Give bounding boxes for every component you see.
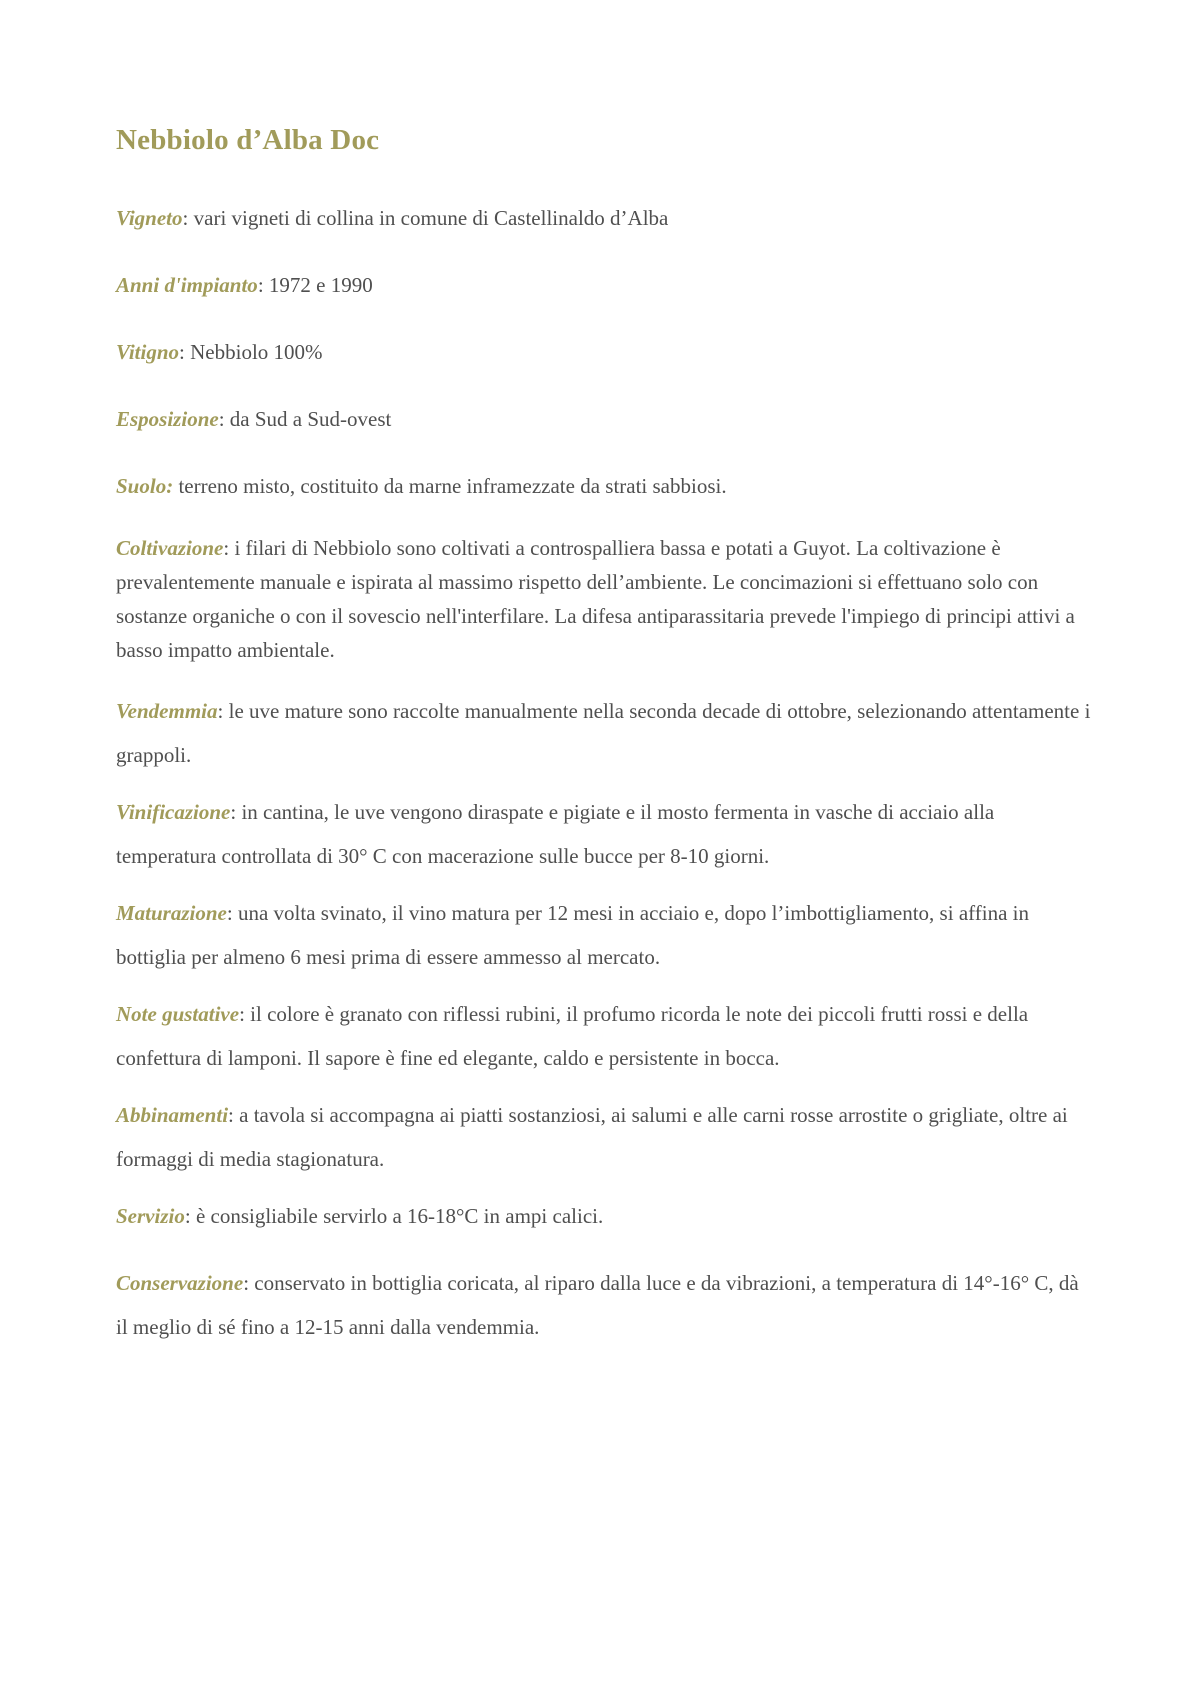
field-separator: : [184, 1204, 191, 1228]
field-separator: : [243, 1271, 250, 1295]
field-label: Esposizione [116, 407, 219, 431]
field-separator: : [230, 800, 237, 824]
field-label: Abbinamenti [116, 1103, 229, 1127]
field-label: Conservazione [116, 1271, 244, 1295]
field-servizio [116, 1194, 1091, 1238]
field-suolo [116, 464, 1091, 508]
field-value: è consigliabile servirlo a 16-18°C in ampi calici. [190, 1204, 604, 1228]
field-abbinamenti [116, 1093, 1091, 1181]
field-label: Anni d'impianto [116, 273, 258, 297]
field-maturazione [116, 891, 1091, 979]
field-label: Maturazione [116, 901, 227, 925]
field-value: da Sud a Sud-ovest [224, 407, 392, 431]
field-coltivazione [116, 531, 1091, 667]
field-separator: : [179, 340, 185, 364]
field-label: Vinificazione [116, 800, 231, 824]
field-value: il colore è granato con riflessi rubini, il profumo ricorda le note dei piccoli frutti rossi e della confettura di lamponi. Il sapore è fine ed elegante, caldo e persistente in bocca. [116, 1002, 1029, 1070]
field-label: Servizio [116, 1204, 185, 1228]
document-page [116, 118, 1091, 1362]
field-value: una volta svinato, il vino matura per 12 mesi in acciaio e, dopo l’imbottigliamento, si affina in bottiglia per almeno 6 mesi prima di essere ammesso al mercato. [116, 901, 1029, 969]
field-separator: : [257, 273, 264, 297]
field-conservazione [116, 1261, 1091, 1349]
field-separator: : [218, 407, 225, 431]
field-separator: : [182, 206, 189, 230]
field-label: Coltivazione [116, 536, 224, 560]
field-value: le uve mature sono raccolte manualmente nella seconda decade di ottobre, selezionando attentamente i grappoli. [116, 699, 1091, 767]
field-label: Vendemmia [116, 699, 218, 723]
field-value: a tavola si accompagna ai piatti sostanziosi, ai salumi e alle carni rosse arrostite o grigliate, oltre ai formaggi di media stagionatura. [116, 1103, 1068, 1171]
field-label: Vitigno [116, 340, 180, 364]
field-separator: : [228, 1103, 234, 1127]
field-vendemmia [116, 689, 1091, 777]
field-label: Note gustative [116, 1002, 240, 1026]
field-anni-impianto [116, 263, 1091, 307]
field-value: conservato in bottiglia coricata, al riparo dalla luce e da vibrazioni, a temperatura di 14°-16° C, dà il meglio di sé fino a 12-15 anni dalla vendemmia. [116, 1271, 1079, 1339]
field-separator: : [226, 901, 233, 925]
field-value: i filari di Nebbiolo sono coltivati a controspalliera bassa e potati a Guyot. La coltivazione è prevalentemente manuale e ispirata al massimo rispetto dell’ambiente. Le concimazioni si effettuano solo con sostanze organiche o con il sovescio nell'interfilare. La difesa antiparassitaria prevede l'impiego di principi attivi a basso impatto ambientale. [116, 536, 1075, 662]
field-note-gustative [116, 992, 1091, 1080]
document-title: Nebbiolo d’Alba Doc [116, 124, 380, 156]
field-label: Suolo: [116, 474, 174, 498]
field-value: in cantina, le uve vengono diraspate e pigiate e il mosto fermenta in vasche di acciaio alla temperatura controllata di 30° C con macerazione sulle bucce per 8-10 giorni. [116, 800, 995, 868]
field-value: Nebbiolo 100% [184, 340, 323, 364]
field-separator: : [239, 1002, 245, 1026]
field-label: Vigneto [116, 206, 183, 230]
field-value: vari vigneti di collina in comune di Castellinaldo d’Alba [188, 206, 669, 230]
field-value: terreno misto, costituito da marne inframezzate da strati sabbiosi. [173, 474, 727, 498]
field-separator: : [223, 536, 230, 560]
field-esposizione [116, 397, 1091, 441]
field-value: 1972 e 1990 [263, 273, 373, 297]
field-vinificazione [116, 790, 1091, 878]
field-vitigno [116, 330, 1091, 374]
field-vigneto [116, 196, 1091, 240]
field-separator: : [217, 699, 224, 723]
